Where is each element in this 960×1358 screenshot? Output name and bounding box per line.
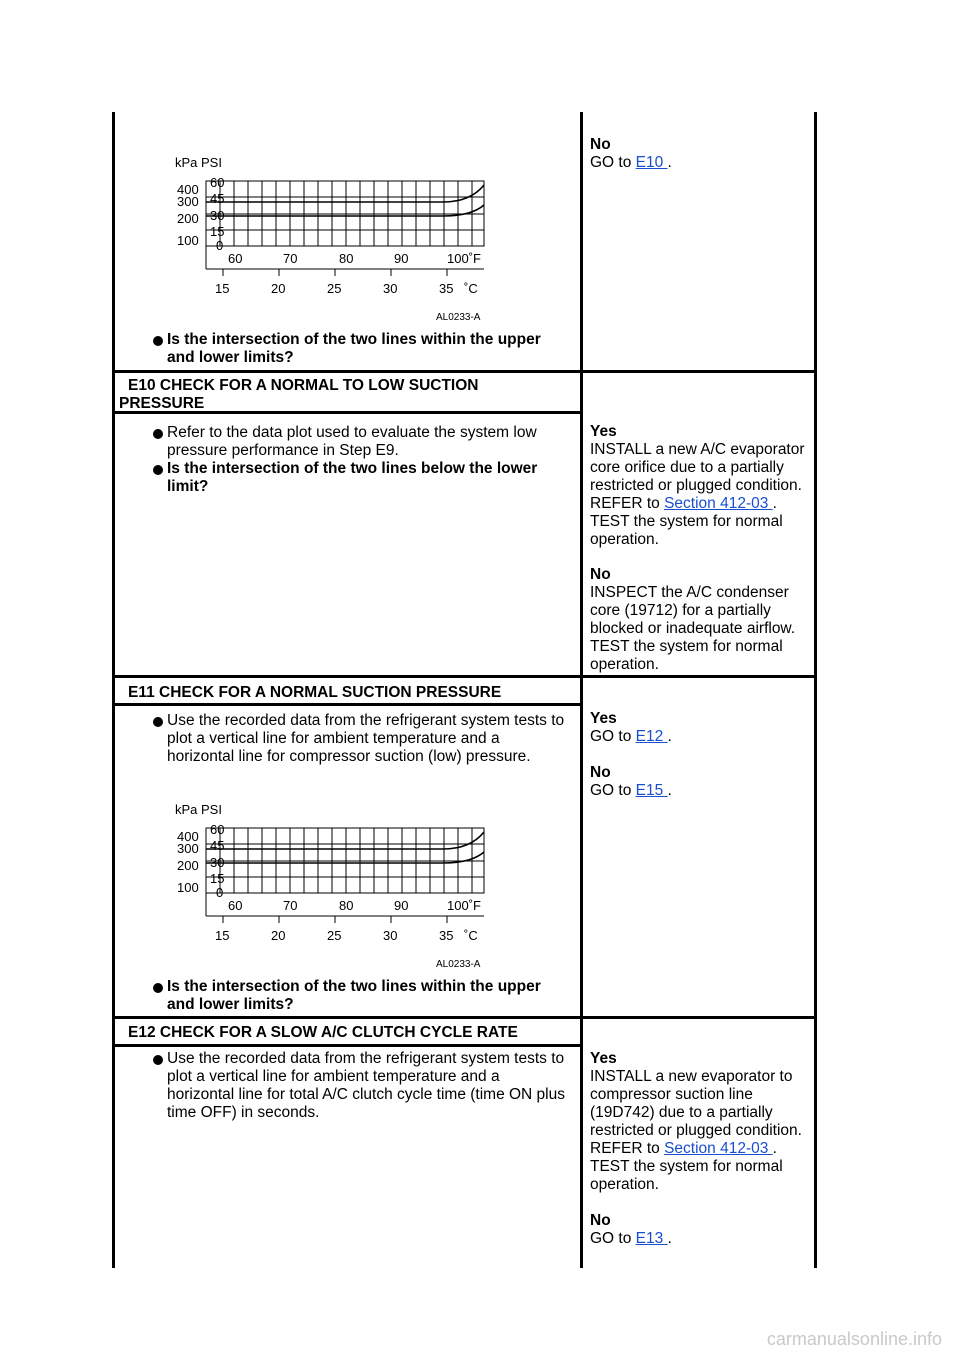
chart-psi-tick: 0 xyxy=(216,885,224,900)
chart-c-tick: 25 xyxy=(327,281,342,296)
bullet-icon xyxy=(152,427,166,441)
chart-kpa-tick: 100 xyxy=(177,880,199,895)
answer-text: GO to E13 . xyxy=(590,1230,672,1247)
chart-c-tick: 35 xyxy=(439,281,454,296)
chart-psi-tick: 60 xyxy=(210,175,225,190)
answer-label: No xyxy=(590,136,611,153)
step-question: Is the intersection of the two lines within the upper and lower limits? xyxy=(167,978,541,1013)
answer-label: Yes xyxy=(590,1050,617,1067)
answer-text: INSTALL a new A/C evaporator core orifice due to a partially restricted or plugged condition. REFER to Section 412-03 . TEST the system for normal operation. xyxy=(590,441,805,548)
pressure-temperature-chart xyxy=(168,797,498,969)
chart-psi-tick: 0 xyxy=(216,238,224,253)
answer-label: Yes xyxy=(590,423,617,440)
chart-c-tick: 30 xyxy=(383,281,398,296)
answer-no xyxy=(590,764,812,800)
chart-f-tick: 80 xyxy=(339,251,354,266)
chart-figure-id: AL0233-A xyxy=(436,312,481,322)
chart-kpa-tick: 400 xyxy=(177,829,199,844)
row-divider xyxy=(112,675,817,678)
answer-text: INSPECT the A/C condenser core (19712) for a partially blocked or inadequate airflow. TEST the system for normal operation. xyxy=(590,584,796,673)
step-question: Is the intersection of the two lines within the upper and lower limits? xyxy=(167,331,541,366)
chart-psi-tick: 30 xyxy=(210,208,225,223)
row-divider xyxy=(112,1016,817,1019)
chart-kpa-tick: 200 xyxy=(177,858,199,873)
chart-kpa-tick: 200 xyxy=(177,211,199,226)
chart-kpa-tick: 300 xyxy=(177,194,199,209)
chart-f-tick: 100˚F xyxy=(447,898,481,913)
bullet-icon xyxy=(152,1053,166,1067)
chart-kpa-tick: 400 xyxy=(177,182,199,197)
link-section-412-03[interactable]: Section 412-03 xyxy=(664,1140,773,1157)
chart-f-tick: 90 xyxy=(394,251,409,266)
chart-axis-header: kPa PSI xyxy=(175,802,222,817)
answer-yes xyxy=(590,710,812,746)
chart-psi-tick: 60 xyxy=(210,822,225,837)
pressure-temperature-chart xyxy=(168,150,498,322)
answer-label: No xyxy=(590,764,611,781)
answer-text: INSTALL a new evaporator to compressor suction line (19D742) due to a partially restricted or plugged condition. REFER to Section 412-03 . TEST the system for normal operation. xyxy=(590,1068,802,1193)
answer-no xyxy=(590,136,812,172)
step-instruction: Use the recorded data from the refrigerant system tests to plot a vertical line for ambient temperature and a horizontal line for compressor suction (low) pressure. xyxy=(167,712,565,765)
chart-figure-id: AL0233-A xyxy=(436,959,481,969)
answer-yes xyxy=(590,423,814,549)
header-divider xyxy=(112,703,583,706)
header-divider xyxy=(112,1044,583,1047)
chart-f-tick: 100˚F xyxy=(447,251,481,266)
chart-psi-tick: 15 xyxy=(210,871,225,886)
chart-c-tick: ˚C xyxy=(464,281,478,296)
bullet-icon xyxy=(152,981,166,995)
chart-grid xyxy=(206,181,484,246)
answer-label: No xyxy=(590,566,611,583)
chart-f-tick: 70 xyxy=(283,251,298,266)
chart-psi-tick: 45 xyxy=(210,838,225,853)
chart-c-tick: 15 xyxy=(215,928,230,943)
chart-c-tick: 35 xyxy=(439,928,454,943)
chart-c-tick: 25 xyxy=(327,928,342,943)
chart-c-tick: 20 xyxy=(271,281,286,296)
answer-text: GO to E12 . xyxy=(590,728,672,745)
chart-f-tick: 90 xyxy=(394,898,409,913)
link-e12[interactable]: E12 xyxy=(635,728,668,745)
chart-kpa-tick: 300 xyxy=(177,841,199,856)
table-border-left xyxy=(112,112,115,1268)
bullet-icon xyxy=(152,334,166,348)
chart-psi-tick: 15 xyxy=(210,224,225,239)
step-question: Is the intersection of the two lines below the lower limit? xyxy=(167,460,538,495)
table-border-right xyxy=(814,112,817,1268)
link-section-412-03[interactable]: Section 412-03 xyxy=(664,495,773,512)
chart-axis-header: kPa PSI xyxy=(175,155,222,170)
chart-grid xyxy=(206,828,484,893)
answer-text: GO to E10 . xyxy=(590,154,672,171)
chart-f-tick: 80 xyxy=(339,898,354,913)
site-watermark: carmanualsonline.info xyxy=(766,1329,942,1349)
answer-no xyxy=(590,1212,812,1248)
chart-psi-tick: 30 xyxy=(210,855,225,870)
bullet-icon xyxy=(152,715,166,729)
row-divider xyxy=(112,370,817,373)
table-column-divider xyxy=(580,112,583,1268)
chart-c-tick: 20 xyxy=(271,928,286,943)
chart-f-tick: 60 xyxy=(228,251,243,266)
link-e15[interactable]: E15 xyxy=(635,782,668,799)
step-header-e10: E10 CHECK FOR A NORMAL TO LOW SUCTION PRESSURE xyxy=(119,377,479,412)
answer-yes xyxy=(590,1050,814,1194)
answer-no xyxy=(590,566,812,674)
chart-c-tick: 30 xyxy=(383,928,398,943)
answer-label: Yes xyxy=(590,710,617,727)
step-instruction: Use the recorded data from the refrigerant system tests to plot a vertical line for ambient temperature and a horizontal line for total A/C clutch cycle time (time ON plus time OFF) in seconds. xyxy=(167,1050,565,1121)
step-header-e11: E11 CHECK FOR A NORMAL SUCTION PRESSURE xyxy=(128,684,502,701)
bullet-icon xyxy=(152,463,166,477)
link-e13[interactable]: E13 xyxy=(635,1230,668,1247)
chart-psi-tick: 45 xyxy=(210,191,225,206)
chart-c-tick: ˚C xyxy=(464,928,478,943)
chart-kpa-tick: 100 xyxy=(177,233,199,248)
answer-text: GO to E15 . xyxy=(590,782,672,799)
chart-f-tick: 70 xyxy=(283,898,298,913)
chart-c-tick: 15 xyxy=(215,281,230,296)
answer-label: No xyxy=(590,1212,611,1229)
step-header-e12: E12 CHECK FOR A SLOW A/C CLUTCH CYCLE RATE xyxy=(128,1024,518,1041)
chart-f-tick: 60 xyxy=(228,898,243,913)
link-e10[interactable]: E10 xyxy=(635,154,668,171)
step-instruction: Refer to the data plot used to evaluate the system low pressure performance in Step E9. xyxy=(167,424,537,459)
